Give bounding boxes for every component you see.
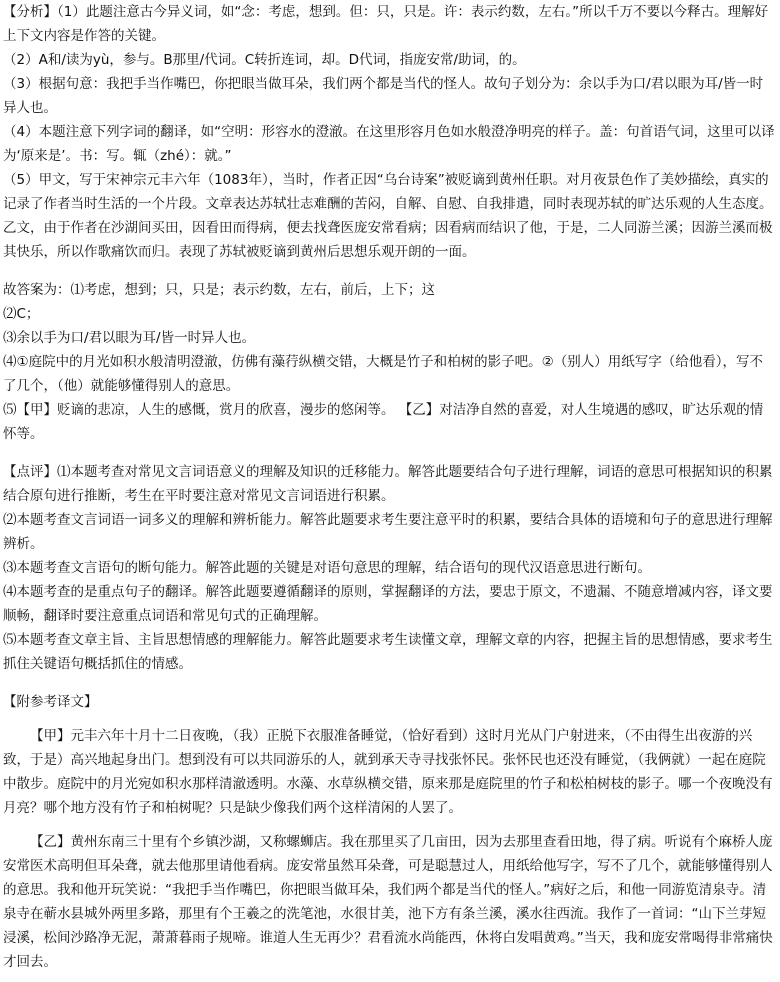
- analysis-paragraph-1: 【分析】（1）此题注意古今异义词，如“念：考虑，想到。但：只，只是。许：表示约数，左右。”所以千万不要以今释古。理解好上下文内容是作答的关键。: [3, 4, 769, 44]
- answer-line-3: ⑶余以手为口/君以眼为耳/皆一时异人也。: [3, 330, 256, 346]
- translation-paragraph-jia: 【甲】元丰六年十月十二日夜晚，（我）正脱下衣服准备睡觉，（恰好看到）这时月光从门户射进来，（不由得生出夜游的兴致，于是）高兴地起身出门。想到没有可以共同游乐的人，就到承天寺寻找张怀民。张怀民也还没有睡觉，（我俩就）一起在庭院中散步。庭院中的月光宛如积水那样清澈透明。水藻、水草纵横交错，原来那是庭院里的竹子和松柏树枝的影子。哪一个夜晚没有月亮？哪个地方没有竹子和柏树呢？只是缺少像我们两个这样清闲的人罢了。: [3, 728, 773, 816]
- analysis-paragraph-3: （3）根据句意：我把手当作嘴巴，你把眼当做耳朵，我们两个都是当代的怪人。故句子划分为：余以手为口/君以眼为耳/皆一时异人也。: [3, 76, 764, 116]
- comment-paragraph-1: 【点评】⑴本题考查对常见文言词语意义的理解及知识的迁移能力。解答此题要结合句子进行理解，词语的意思可根据知识的积累结合原句进行推断，考生在平时要注意对常见文言词语进行积累。: [3, 464, 773, 504]
- answer-line-2: ⑵C；: [3, 306, 40, 322]
- spacer: [3, 446, 776, 460]
- translation-heading: 【附参考译文】: [3, 694, 98, 710]
- comment-section: [3, 460, 776, 676]
- comment-paragraph-3: ⑶本题考查文言语句的断句能力。解答此题的关键是对语句意思的理解，结合语句的现代汉语意思进行断句。: [3, 560, 651, 576]
- spacer: [3, 714, 776, 724]
- translation-section: [3, 690, 776, 974]
- analysis-paragraph-2: （2）A和/读为yù，参与。B那里/代词。C转折连词，却。D代词，指庞安常/助词，的。: [3, 52, 526, 68]
- answer-line-5: ⑸【甲】贬谪的悲凉，人生的感慨，赏月的欣喜，漫步的悠闲等。 【乙】对洁净自然的喜爱，对人生境遇的感叹，旷达乐观的情怀等。: [3, 402, 764, 442]
- translation-paragraph-yi: 【乙】黄州东南三十里有个乡镇沙湖，又称螺蛳店。我在那里买了几亩田，因为去那里查看田地，得了病。听说有个麻桥人庞安常医术高明但耳朵聋，就去他那里请他看病。庞安常虽然耳朵聋，可是聪慧过人，用纸给他写字，写不了几个，就能够懂得别人的意思。我和他开玩笑说：“我把手当作嘴巴，你把眼当做耳朵，我们两个都是当代的怪人。”病好之后，和他一同游览清泉寺。清泉寺在蕲水县城外两里多路，那里有个王羲之的洗笔池，水很甘美，池下方有条兰溪，溪水往西流。我作了一首词：“山下兰芽短浸溪，松间沙路净无泥，萧萧暮雨子规啼。谁道人生无再少？君看流水尚能西，休将白发唱黄鸡。”当天，我和庞安常喝得非常痛快才回去。: [3, 834, 773, 970]
- spacer: [3, 676, 776, 690]
- comment-paragraph-5: ⑸本题考查文章主旨、主旨思想情感的理解能力。解答此题要求考生读懂文章，理解文章的内容，把握主旨的思想情感，要求考生抓住关键语句概括抓住的情感。: [3, 632, 773, 672]
- answer-line-4: ⑷①庭院中的月光如积水般清明澄澈，仿佛有藻荇纵横交错，大概是竹子和柏树的影子吧。②（别人）用纸写字（给他看），写不了几个，（他）就能够懂得别人的意思。: [3, 354, 763, 394]
- analysis-section: [3, 0, 776, 264]
- spacer: [3, 820, 776, 830]
- analysis-paragraph-4: （4）本题注意下列字词的翻译，如“空明：形容水的澄澈。在这里形容月色如水般澄净明亮的样子。盖：句首语气词，这里可以译为‘原来是’。书：写。辄（zhé）：就。”: [3, 124, 775, 164]
- answer-section: [3, 278, 776, 446]
- spacer: [3, 264, 776, 278]
- comment-paragraph-4: ⑷本题考查的是重点句子的翻译。解答此题要遵循翻译的原则，掌握翻译的方法，要忠于原文，不遗漏、不随意增减内容，译文要顺畅，翻译时要注意重点词语和常见句式的正确理解。: [3, 584, 773, 624]
- analysis-paragraph-5: （5）甲文，写于宋神宗元丰六年（1083年），当时，作者正因“乌台诗案”被贬谪到黄州任职。对月夜景色作了美妙描绘，真实的记录了作者当时生活的一个片段。文章表达苏轼壮志难酬的苦闷，自解、自慰、自我排遣，同时表现苏轼的旷达乐观的人生态度。乙文，由于作者在沙湖间买田，因看田而得病，便去找聋医庞安常看病；因看病而结识了他，于是，二人同游兰溪；因游兰溪而极其快乐，所以作歌痛饮而归。表现了苏轼被贬谪到黄州后思想乐观开朗的一面。: [3, 172, 773, 260]
- answer-line-1: 故答案为：⑴考虑，想到；只，只是；表示约数，左右，前后，上下；这: [3, 282, 435, 298]
- comment-paragraph-2: ⑵本题考查文言词语一词多义的理解和辨析能力。解答此题要求考生要注意平时的积累，要结合具体的语境和句子的意思进行理解辨析。: [3, 512, 773, 552]
